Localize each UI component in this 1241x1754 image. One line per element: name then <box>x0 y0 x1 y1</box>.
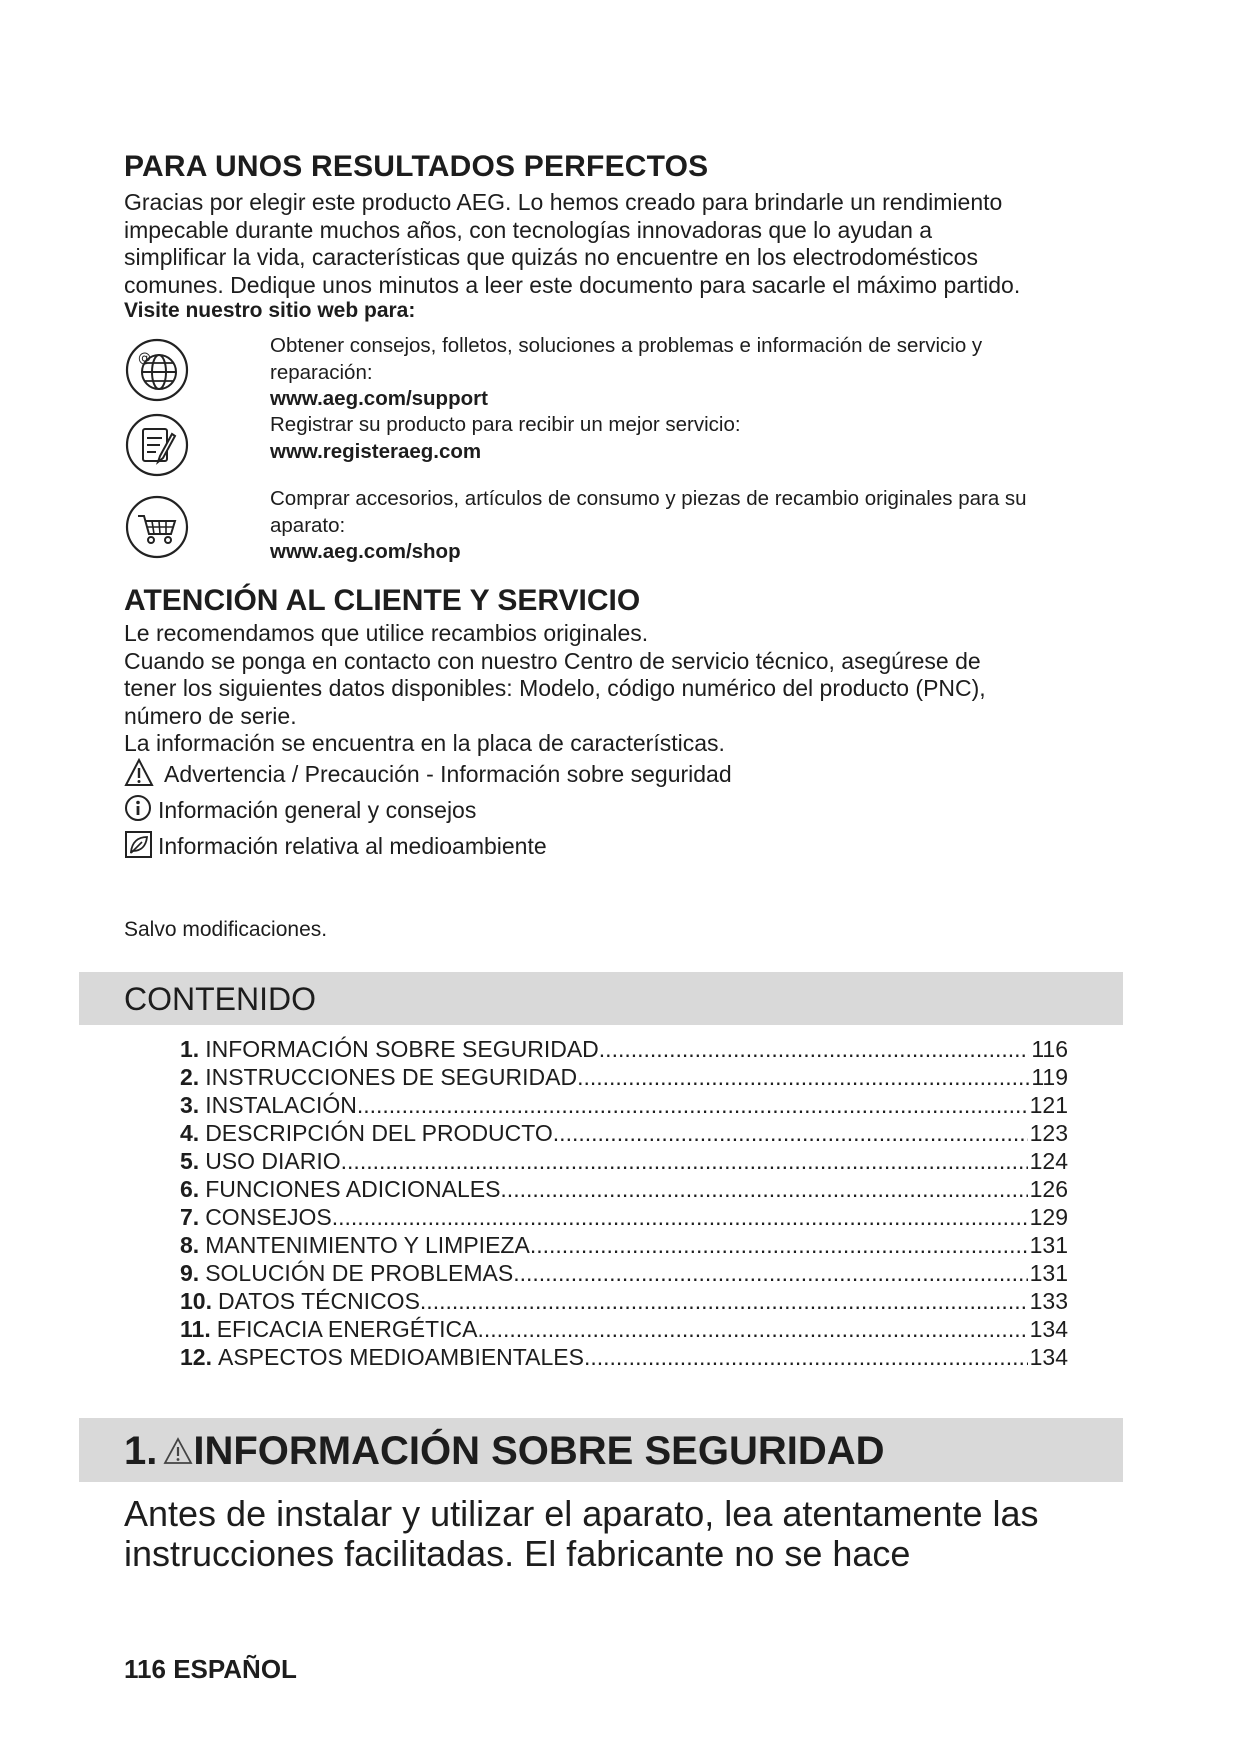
toc-entry[interactable] <box>180 1232 1068 1260</box>
legend-warning <box>124 758 924 790</box>
toc-entry[interactable] <box>180 1316 1068 1344</box>
register-link-text <box>270 412 1110 465</box>
toc-leader <box>584 1344 1028 1371</box>
toc-leader <box>513 1260 1027 1287</box>
globe-icon <box>124 337 190 403</box>
service-heading: ATENCIÓN AL CLIENTE Y SERVICIO <box>124 584 641 617</box>
toc-title: SOLUCIÓN DE PROBLEMAS <box>205 1260 514 1286</box>
toc-number: 1. <box>180 1036 200 1062</box>
legend-info <box>124 794 924 826</box>
toc-title: DATOS TÉCNICOS <box>217 1288 420 1314</box>
service-line: Cuando se ponga en contacto con nuestro Centro de servicio técnico, asegúrese de <box>124 647 981 674</box>
legend-warning-text: Advertencia / Precaución - Información sobre seguridad <box>164 761 732 787</box>
toc-page: 119 <box>1031 1064 1068 1090</box>
table-of-contents <box>180 1036 1068 1372</box>
toc-title: INSTALACIÓN <box>205 1092 357 1118</box>
shop-link-text <box>270 486 1110 566</box>
toc-entry[interactable] <box>180 1148 1068 1176</box>
toc-number: 7. <box>180 1204 200 1230</box>
section-1-title: INFORMACIÓN SOBRE SEGURIDAD <box>193 1429 885 1473</box>
link-description: Registrar su producto para recibir un mejor servicio: <box>270 413 741 436</box>
section-1-line: instrucciones facilitadas. El fabricante no se hace <box>124 1533 911 1574</box>
toc-title: INSTRUCCIONES DE SEGURIDAD <box>205 1064 578 1090</box>
support-link-text <box>270 333 1110 413</box>
toc-number: 8. <box>180 1232 200 1258</box>
toc-page: 126 <box>1029 1176 1068 1202</box>
toc-number: 2. <box>180 1064 200 1090</box>
toc-page: 123 <box>1029 1120 1068 1146</box>
visit-label: Visite nuestro sitio web para: <box>124 299 416 322</box>
toc-page: 133 <box>1029 1288 1068 1314</box>
warning-triangle-icon <box>124 758 154 788</box>
toc-leader <box>577 1064 1029 1091</box>
toc-number: 9. <box>180 1260 200 1286</box>
toc-page: 124 <box>1029 1148 1068 1174</box>
toc-leader <box>420 1288 1028 1315</box>
link-description: aparato: <box>270 513 346 537</box>
warning-triangle-icon <box>163 1436 193 1466</box>
section-1-text <box>124 1494 1124 1574</box>
toc-number: 4. <box>180 1120 200 1146</box>
section-1-number: 1. <box>124 1429 158 1473</box>
toc-leader <box>357 1092 1028 1119</box>
legend-info-text: Información general y consejos <box>158 797 477 823</box>
service-line: número de serie. <box>124 702 297 729</box>
toc-leader <box>599 1036 1030 1063</box>
toc-page: 116 <box>1031 1036 1068 1062</box>
toc-entry[interactable] <box>180 1036 1068 1064</box>
page-footer <box>124 1654 297 1685</box>
toc-page: 131 <box>1029 1232 1068 1258</box>
service-line: Le recomendamos que utilice recambios originales. <box>124 620 649 646</box>
toc-page: 121 <box>1029 1092 1068 1118</box>
legend-environment <box>124 830 924 862</box>
intro-line: Gracias por elegir este producto AEG. Lo hemos creado para brindarle un rendimiento <box>124 189 1003 215</box>
toc-page: 131 <box>1029 1260 1068 1286</box>
toc-title: MANTENIMIENTO Y LIMPIEZA <box>205 1232 530 1258</box>
toc-leader <box>553 1120 1028 1147</box>
intro-line: comunes. Dedique unos minutos a leer este documento para sacarle el máximo partido. <box>124 271 1021 298</box>
toc-entry[interactable] <box>180 1064 1068 1092</box>
section-1-line: Antes de instalar y utilizar el aparato, lea atentamente las <box>124 1493 1039 1534</box>
contents-heading: CONTENIDO <box>124 981 316 1017</box>
page-number: 116 <box>124 1654 166 1684</box>
intro-paragraph <box>124 189 1124 299</box>
support-url-link[interactable]: www.aeg.com/support <box>270 387 488 410</box>
toc-title: EFICACIA ENERGÉTICA <box>216 1316 478 1342</box>
toc-leader <box>477 1316 1027 1343</box>
link-description: reparación: <box>270 360 373 384</box>
toc-number: 5. <box>180 1148 200 1174</box>
toc-number: 10. <box>180 1288 212 1314</box>
toc-title: ASPECTOS MEDIOAMBIENTALES <box>217 1344 584 1370</box>
info-circle-icon <box>124 794 154 824</box>
footer-language: ESPAÑOL <box>173 1654 297 1684</box>
service-line: tener los siguientes datos disponibles: Modelo, código numérico del producto (PNC), <box>124 675 986 701</box>
toc-page: 134 <box>1029 1344 1068 1370</box>
toc-entry[interactable] <box>180 1344 1068 1372</box>
environment-leaf-icon <box>124 830 154 860</box>
toc-number: 11. <box>180 1316 211 1342</box>
toc-title: INFORMACIÓN SOBRE SEGURIDAD <box>205 1036 599 1062</box>
service-paragraph <box>124 620 1124 758</box>
toc-leader <box>500 1176 1027 1203</box>
toc-number: 6. <box>180 1176 200 1202</box>
toc-entry[interactable] <box>180 1204 1068 1232</box>
toc-title: FUNCIONES ADICIONALES <box>205 1176 501 1202</box>
toc-entry[interactable] <box>180 1092 1068 1120</box>
intro-heading: PARA UNOS RESULTADOS PERFECTOS <box>124 150 709 183</box>
register-document-icon <box>124 412 190 478</box>
shopping-cart-icon <box>124 494 190 560</box>
intro-line: impecable durante muchos años, con tecnologías innovadoras que lo ayudan a <box>124 216 933 243</box>
toc-leader <box>332 1204 1028 1231</box>
contents-band <box>79 972 1123 1025</box>
intro-line: simplificar la vida, características que quizás no encuentre en los electrodomésticos <box>124 244 978 270</box>
toc-title: USO DIARIO <box>205 1148 341 1174</box>
toc-leader <box>341 1148 1028 1175</box>
svg-text:@: @ <box>138 351 151 366</box>
toc-entry[interactable] <box>180 1288 1068 1316</box>
section-1-band <box>79 1418 1123 1482</box>
toc-leader <box>530 1232 1028 1259</box>
subject-to-change-note: Salvo modificaciones. <box>124 918 328 941</box>
link-description: Comprar accesorios, artículos de consumo y piezas de recambio originales para su <box>270 487 1027 510</box>
toc-entry[interactable] <box>180 1260 1068 1288</box>
toc-entry[interactable] <box>180 1120 1068 1148</box>
shop-url-link[interactable]: www.aeg.com/shop <box>270 540 461 563</box>
section-1-heading <box>124 1429 885 1474</box>
toc-page: 134 <box>1029 1316 1068 1342</box>
toc-title: DESCRIPCIÓN DEL PRODUCTO <box>205 1120 553 1146</box>
legend-environment-text: Información relativa al medioambiente <box>158 833 547 859</box>
toc-title: CONSEJOS <box>205 1204 332 1230</box>
register-url-link[interactable]: www.registeraeg.com <box>270 439 482 463</box>
toc-page: 129 <box>1029 1204 1068 1230</box>
toc-number: 12. <box>180 1344 212 1370</box>
toc-number: 3. <box>180 1092 200 1118</box>
link-description: Obtener consejos, folletos, soluciones a problemas e información de servicio y <box>270 334 983 357</box>
toc-entry[interactable] <box>180 1176 1068 1204</box>
service-line: La información se encuentra en la placa de características. <box>124 730 725 756</box>
